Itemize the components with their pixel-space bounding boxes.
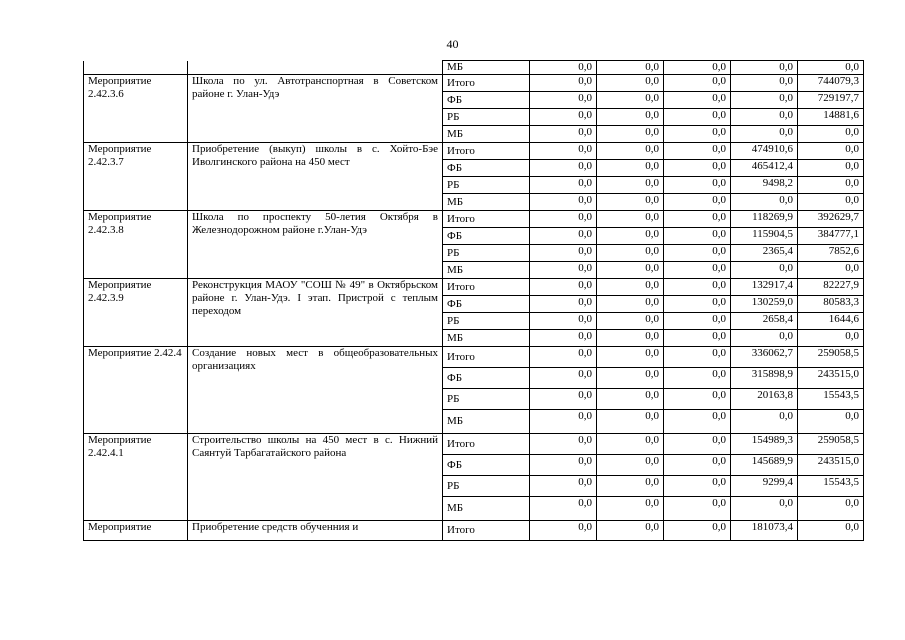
value-cell: 0,0: [664, 410, 731, 434]
funding-source-cell: РБ: [443, 177, 530, 194]
value-cell: 259058,5: [798, 434, 864, 455]
value-cell: 0,0: [530, 497, 597, 521]
table-row: [84, 279, 864, 296]
value-cell: 0,0: [664, 75, 731, 92]
value-cell: 0,0: [597, 410, 664, 434]
funding-source-cell: ФБ: [443, 160, 530, 177]
measure-description-cell: Строительство школы на 450 мест в с. Нижний Саянтуй Тарбагатайского района: [188, 434, 443, 521]
value-cell: 0,0: [664, 211, 731, 228]
measure-description-cell: Приобретение средств обученния и: [188, 521, 443, 541]
value-cell: 0,0: [664, 143, 731, 160]
value-cell: 82227,9: [798, 279, 864, 296]
value-cell: 0,0: [731, 410, 798, 434]
value-cell: 0,0: [798, 126, 864, 143]
value-cell: 181073,4: [731, 521, 798, 541]
value-cell: 132917,4: [731, 279, 798, 296]
value-cell: 0,0: [597, 126, 664, 143]
value-cell: 0,0: [597, 75, 664, 92]
value-cell: 0,0: [597, 455, 664, 476]
value-cell: 0,0: [530, 521, 597, 541]
value-cell: 0,0: [731, 109, 798, 126]
funding-source-cell: РБ: [443, 245, 530, 262]
value-cell: 0,0: [530, 211, 597, 228]
measure-description-cell: Реконструкция МАОУ "СОШ № 49" в Октябрьском районе г. Улан-Удэ. I этап. Пристрой с теплым переходом: [188, 279, 443, 347]
value-cell: 0,0: [798, 262, 864, 279]
value-cell: 0,0: [798, 410, 864, 434]
value-cell: 0,0: [530, 109, 597, 126]
value-cell: 0,0: [664, 434, 731, 455]
table-row: [84, 521, 864, 541]
value-cell: 259058,5: [798, 347, 864, 368]
funding-source-cell: ФБ: [443, 455, 530, 476]
value-cell: 0,0: [664, 126, 731, 143]
value-cell: 0,0: [597, 160, 664, 177]
value-cell: 0,0: [597, 177, 664, 194]
value-cell: 154989,3: [731, 434, 798, 455]
funding-source-cell: ФБ: [443, 296, 530, 313]
value-cell: 1644,6: [798, 313, 864, 330]
value-cell: 0,0: [597, 330, 664, 347]
value-cell: 0,0: [664, 313, 731, 330]
value-cell: 0,0: [597, 368, 664, 389]
measure-description-cell: Школа по проспекту 50-летия Октября в Железнодорожном районе г.Улан-Удэ: [188, 211, 443, 279]
funding-source-cell: ФБ: [443, 368, 530, 389]
value-cell: 0,0: [664, 194, 731, 211]
value-cell: 0,0: [664, 476, 731, 497]
value-cell: 0,0: [530, 455, 597, 476]
value-cell: 145689,9: [731, 455, 798, 476]
value-cell: 0,0: [664, 497, 731, 521]
value-cell: 0,0: [798, 497, 864, 521]
value-cell: 0,0: [798, 143, 864, 160]
value-cell: 14881,6: [798, 109, 864, 126]
page-number: 40: [446, 37, 459, 51]
value-cell: 0,0: [664, 455, 731, 476]
value-cell: 0,0: [664, 262, 731, 279]
value-cell: 0,0: [597, 296, 664, 313]
budget-table: [83, 60, 864, 541]
value-cell: 0,0: [664, 109, 731, 126]
value-cell: 0,0: [597, 347, 664, 368]
value-cell: 0,0: [664, 279, 731, 296]
value-cell: 0,0: [597, 109, 664, 126]
value-cell: 130259,0: [731, 296, 798, 313]
value-cell: 0,0: [597, 497, 664, 521]
value-cell: 0,0: [597, 389, 664, 410]
value-cell: 0,0: [597, 313, 664, 330]
table-row: [84, 347, 864, 368]
measure-id-cell: Мероприятие 2.42.3.6: [84, 75, 188, 143]
value-cell: 0,0: [530, 347, 597, 368]
value-cell: 9498,2: [731, 177, 798, 194]
measure-description-cell: Школа по ул. Автотранспортная в Советском районе г. Улан-Удэ: [188, 75, 443, 143]
value-cell: 0,0: [597, 194, 664, 211]
value-cell: 0,0: [597, 245, 664, 262]
value-cell: 0,0: [664, 61, 731, 75]
measure-id-cell: Мероприятие 2.42.4: [84, 347, 188, 434]
value-cell: 0,0: [664, 177, 731, 194]
measure-description-cell: Приобретение (выкуп) школы в с. Хойто-Бэе Иволгинского района на 450 мест: [188, 143, 443, 211]
value-cell: 0,0: [530, 389, 597, 410]
value-cell: 336062,7: [731, 347, 798, 368]
value-cell: 20163,8: [731, 389, 798, 410]
value-cell: 0,0: [597, 228, 664, 245]
value-cell: 0,0: [664, 330, 731, 347]
funding-source-cell: Итого: [443, 211, 530, 228]
value-cell: 0,0: [597, 61, 664, 75]
value-cell: 2658,4: [731, 313, 798, 330]
value-cell: 0,0: [798, 194, 864, 211]
value-cell: 0,0: [664, 389, 731, 410]
value-cell: 744079,3: [798, 75, 864, 92]
value-cell: 729197,7: [798, 92, 864, 109]
funding-source-cell: МБ: [443, 497, 530, 521]
value-cell: 0,0: [664, 228, 731, 245]
value-cell: 0,0: [530, 160, 597, 177]
value-cell: 0,0: [530, 476, 597, 497]
measure-description-cell: Создание новых мест в общеобразовательных организациях: [188, 347, 443, 434]
value-cell: 9299,4: [731, 476, 798, 497]
value-cell: 0,0: [597, 211, 664, 228]
value-cell: 0,0: [530, 177, 597, 194]
value-cell: 0,0: [530, 143, 597, 160]
value-cell: 0,0: [664, 368, 731, 389]
value-cell: 392629,7: [798, 211, 864, 228]
value-cell: 0,0: [530, 279, 597, 296]
value-cell: 0,0: [530, 228, 597, 245]
value-cell: 243515,0: [798, 455, 864, 476]
funding-source-cell: РБ: [443, 389, 530, 410]
value-cell: 0,0: [530, 194, 597, 211]
value-cell: 0,0: [597, 521, 664, 541]
value-cell: 0,0: [731, 75, 798, 92]
value-cell: 0,0: [798, 330, 864, 347]
value-cell: 465412,4: [731, 160, 798, 177]
funding-source-cell: РБ: [443, 313, 530, 330]
value-cell: 0,0: [530, 434, 597, 455]
continuation-cell: [188, 61, 443, 75]
value-cell: 2365,4: [731, 245, 798, 262]
measure-id-cell: Мероприятие 2.42.3.9: [84, 279, 188, 347]
value-cell: 0,0: [530, 126, 597, 143]
value-cell: 0,0: [530, 330, 597, 347]
funding-source-cell: МБ: [443, 330, 530, 347]
value-cell: 0,0: [731, 194, 798, 211]
value-cell: 0,0: [731, 330, 798, 347]
value-cell: 0,0: [731, 497, 798, 521]
funding-source-cell: РБ: [443, 476, 530, 497]
value-cell: 0,0: [798, 521, 864, 541]
value-cell: 0,0: [597, 92, 664, 109]
value-cell: 315898,9: [731, 368, 798, 389]
funding-source-cell: Итого: [443, 347, 530, 368]
table-row: [84, 434, 864, 455]
measure-id-cell: Мероприятие 2.42.4.1: [84, 434, 188, 521]
measure-id-cell: Мероприятие 2.42.3.8: [84, 211, 188, 279]
table-row: [84, 75, 864, 92]
value-cell: 15543,5: [798, 476, 864, 497]
value-cell: 0,0: [731, 92, 798, 109]
value-cell: 0,0: [597, 143, 664, 160]
funding-source-cell: Итого: [443, 434, 530, 455]
value-cell: 0,0: [798, 177, 864, 194]
table-row: [84, 211, 864, 228]
value-cell: 243515,0: [798, 368, 864, 389]
funding-source-cell: МБ: [443, 262, 530, 279]
funding-source-cell: МБ: [443, 126, 530, 143]
value-cell: 0,0: [731, 61, 798, 75]
measure-id-cell: Мероприятие 2.42.3.7: [84, 143, 188, 211]
value-cell: 0,0: [530, 75, 597, 92]
value-cell: 0,0: [731, 126, 798, 143]
value-cell: 7852,6: [798, 245, 864, 262]
value-cell: 0,0: [664, 245, 731, 262]
funding-source-cell: Итого: [443, 143, 530, 160]
value-cell: 0,0: [731, 262, 798, 279]
funding-source-cell: Итого: [443, 75, 530, 92]
value-cell: 118269,9: [731, 211, 798, 228]
funding-source-cell: МБ: [443, 61, 530, 75]
value-cell: 0,0: [664, 521, 731, 541]
value-cell: 80583,3: [798, 296, 864, 313]
value-cell: 384777,1: [798, 228, 864, 245]
value-cell: 0,0: [597, 476, 664, 497]
value-cell: 0,0: [530, 410, 597, 434]
value-cell: 0,0: [664, 160, 731, 177]
value-cell: 0,0: [530, 61, 597, 75]
value-cell: 115904,5: [731, 228, 798, 245]
value-cell: 0,0: [530, 368, 597, 389]
table-row: [84, 61, 864, 75]
table-row: [84, 143, 864, 160]
value-cell: 0,0: [597, 262, 664, 279]
funding-source-cell: ФБ: [443, 228, 530, 245]
value-cell: 0,0: [664, 92, 731, 109]
value-cell: 0,0: [530, 296, 597, 313]
value-cell: 474910,6: [731, 143, 798, 160]
value-cell: 0,0: [530, 262, 597, 279]
value-cell: 0,0: [597, 434, 664, 455]
value-cell: 0,0: [798, 160, 864, 177]
value-cell: 0,0: [530, 313, 597, 330]
value-cell: 0,0: [530, 92, 597, 109]
funding-source-cell: ФБ: [443, 92, 530, 109]
value-cell: 15543,5: [798, 389, 864, 410]
funding-source-cell: Итого: [443, 521, 530, 541]
funding-source-cell: Итого: [443, 279, 530, 296]
funding-source-cell: МБ: [443, 410, 530, 434]
value-cell: 0,0: [530, 245, 597, 262]
value-cell: 0,0: [798, 61, 864, 75]
funding-source-cell: МБ: [443, 194, 530, 211]
value-cell: 0,0: [597, 279, 664, 296]
measure-id-cell: Мероприятие: [84, 521, 188, 541]
value-cell: 0,0: [664, 296, 731, 313]
funding-source-cell: РБ: [443, 109, 530, 126]
continuation-cell: [84, 61, 188, 75]
value-cell: 0,0: [664, 347, 731, 368]
